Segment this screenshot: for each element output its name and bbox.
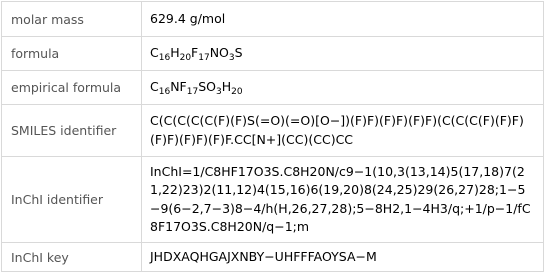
label-molar-mass: molar mass [11,11,84,27]
column-divider [141,243,142,271]
column-divider [141,37,142,70]
column-divider [141,2,142,36]
value-molar-mass: 629.4 g/mol [150,10,226,26]
column-divider [141,71,142,104]
label-inchi: InChI identifier [11,192,104,207]
value-inchi: InChI=1/C8HF17O3S.C8H20N/c9−1(10,3(13,14)5(17,18)7(21,22)23)2(11,12)4(15,16)6(19,20)8(24,25)29(26,27)28;1−5−9(6−2,7−3)8−4/h(H,26,27,28);5−8H2,1−4H3/q;+1/p−1/fC8F17O3S.C8H20N/q−1;m [150,163,531,234]
row-formula [2,36,543,70]
empirical-chemical-formula: $C_{16}NF_{17}SO_3H_{20}$ [150,79,243,98]
value-empirical-formula [150,71,535,104]
value-smiles: C(C(C(C(C(F)(F)S(=O)(=O)[O−])(F)F)(F)F)(F)F)(C(C(C(F)(F)F)(F)F)(F)F)(F)F.CC[N+](CC)(CC)CC [150,113,524,147]
value-inchi-key: JHDXAQHGAJXNBY−UHFFFAOYSA−M [150,248,377,264]
value-formula [150,37,535,70]
label-inchi-key: InChI key [11,249,69,265]
row-smiles [2,104,543,156]
row-inchi [2,156,543,242]
row-molar-mass [2,2,543,36]
column-divider [141,105,142,156]
label-smiles: SMILES identifier [11,123,117,138]
row-empirical-formula [2,70,543,104]
label-formula: formula [11,46,60,61]
column-divider [141,157,142,242]
chemical-formula: $C_{16}H_{20}F_{17}NO_3S$ [150,45,243,64]
label-empirical-formula: empirical formula [11,80,122,95]
properties-table [1,1,544,272]
row-inchi-key [2,242,543,271]
